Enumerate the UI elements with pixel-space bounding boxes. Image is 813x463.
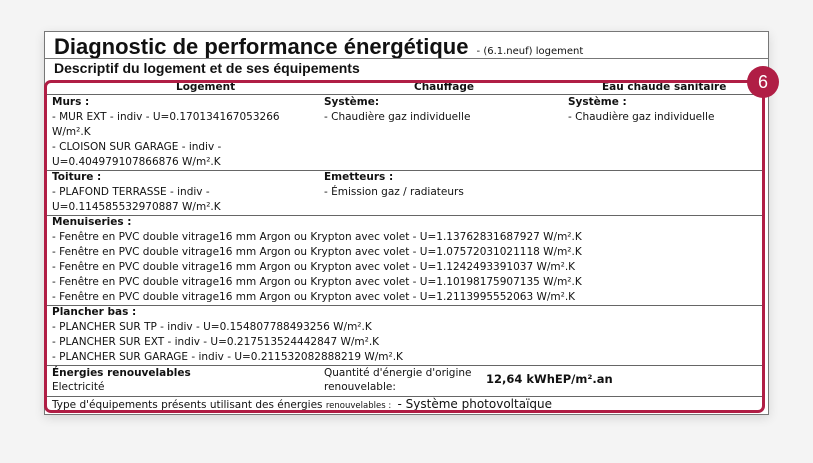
toiture-line: - PLAFOND TERRASSE - indiv - [52, 186, 210, 198]
menuiseries-line: - Fenêtre en PVC double vitrage16 mm Argon ou Krypton avec volet - U=1.1242493391037 W/m².K [52, 261, 576, 273]
equipements-value: - Système photovoltaïque [397, 397, 553, 411]
emetteurs-label: Emetteurs : [324, 171, 394, 183]
ecs-systeme-label: Système : [568, 96, 627, 108]
murs-label: Murs : [52, 96, 90, 108]
column-header-chauffage: Chauffage [414, 81, 474, 93]
quantite-value: 12,64 kWhEP/m².an [486, 372, 613, 386]
section-subtitle: Descriptif du logement et de ses équipements [54, 60, 360, 76]
plancher-line: - PLANCHER SUR TP - indiv - U=0.154807788493256 W/m².K [52, 321, 372, 333]
quantite-label: Quantité d'énergie d'origine [324, 367, 472, 379]
plancher-line: - PLANCHER SUR EXT - indiv - U=0.217513524442847 W/m².K [52, 336, 380, 348]
emetteurs-value: - Émission gaz / radiateurs [324, 186, 464, 198]
ecs-systeme-value: - Chaudière gaz individuelle [568, 111, 715, 123]
murs-line: - CLOISON SUR GARAGE - indiv - [52, 141, 222, 153]
murs-line: W/m².K [52, 126, 91, 138]
energies-value: Electricité [52, 381, 105, 393]
equipements-label: Type d'équipements présents utilisant des énergies [52, 399, 323, 411]
chauffage-systeme-label: Système: [324, 96, 380, 108]
plancher-line: - PLANCHER SUR GARAGE - indiv - U=0.211532082888219 W/m².K [52, 351, 403, 363]
column-header-ecs: Eau chaude sanitaire [602, 81, 727, 93]
toiture-label: Toiture : [52, 171, 102, 183]
menuiseries-line: - Fenêtre en PVC double vitrage16 mm Argon ou Krypton avec volet - U=1.13762831687927 W/m².K [52, 231, 582, 243]
murs-line: U=0.404979107866876 W/m².K [52, 156, 221, 168]
energies-label: Énergies renouvelables [52, 367, 191, 379]
menuiseries-line: - Fenêtre en PVC double vitrage16 mm Argon ou Krypton avec volet - U=1.10198175907135 W/m².K [52, 276, 582, 288]
column-header-logement: Logement [176, 81, 236, 93]
toiture-line: U=0.114585532970887 W/m².K [52, 201, 221, 213]
title-row [54, 34, 583, 60]
chauffage-systeme-value: - Chaudière gaz individuelle [324, 111, 471, 123]
step-badge: 6 [747, 66, 779, 98]
page-title: Diagnostic de performance énergétique [54, 34, 469, 59]
quantite-label-2: renouvelable: [324, 381, 396, 393]
murs-line: - MUR EXT - indiv - U=0.170134167053266 [52, 111, 280, 123]
menuiseries-line: - Fenêtre en PVC double vitrage16 mm Argon ou Krypton avec volet - U=1.07572031021118 W/m².K [52, 246, 582, 258]
subtitle-row [45, 58, 768, 76]
highlight-frame [44, 80, 765, 413]
plancher-label: Plancher bas : [52, 306, 137, 318]
title-suffix: - (6.1.neuf) logement [476, 46, 584, 57]
equipements-label-small: renouvelables : [325, 401, 392, 411]
menuiseries-line: - Fenêtre en PVC double vitrage16 mm Argon ou Krypton avec volet - U=1.2113995552063 W/m².K [52, 291, 576, 303]
menuiseries-label: Menuiseries : [52, 216, 132, 228]
